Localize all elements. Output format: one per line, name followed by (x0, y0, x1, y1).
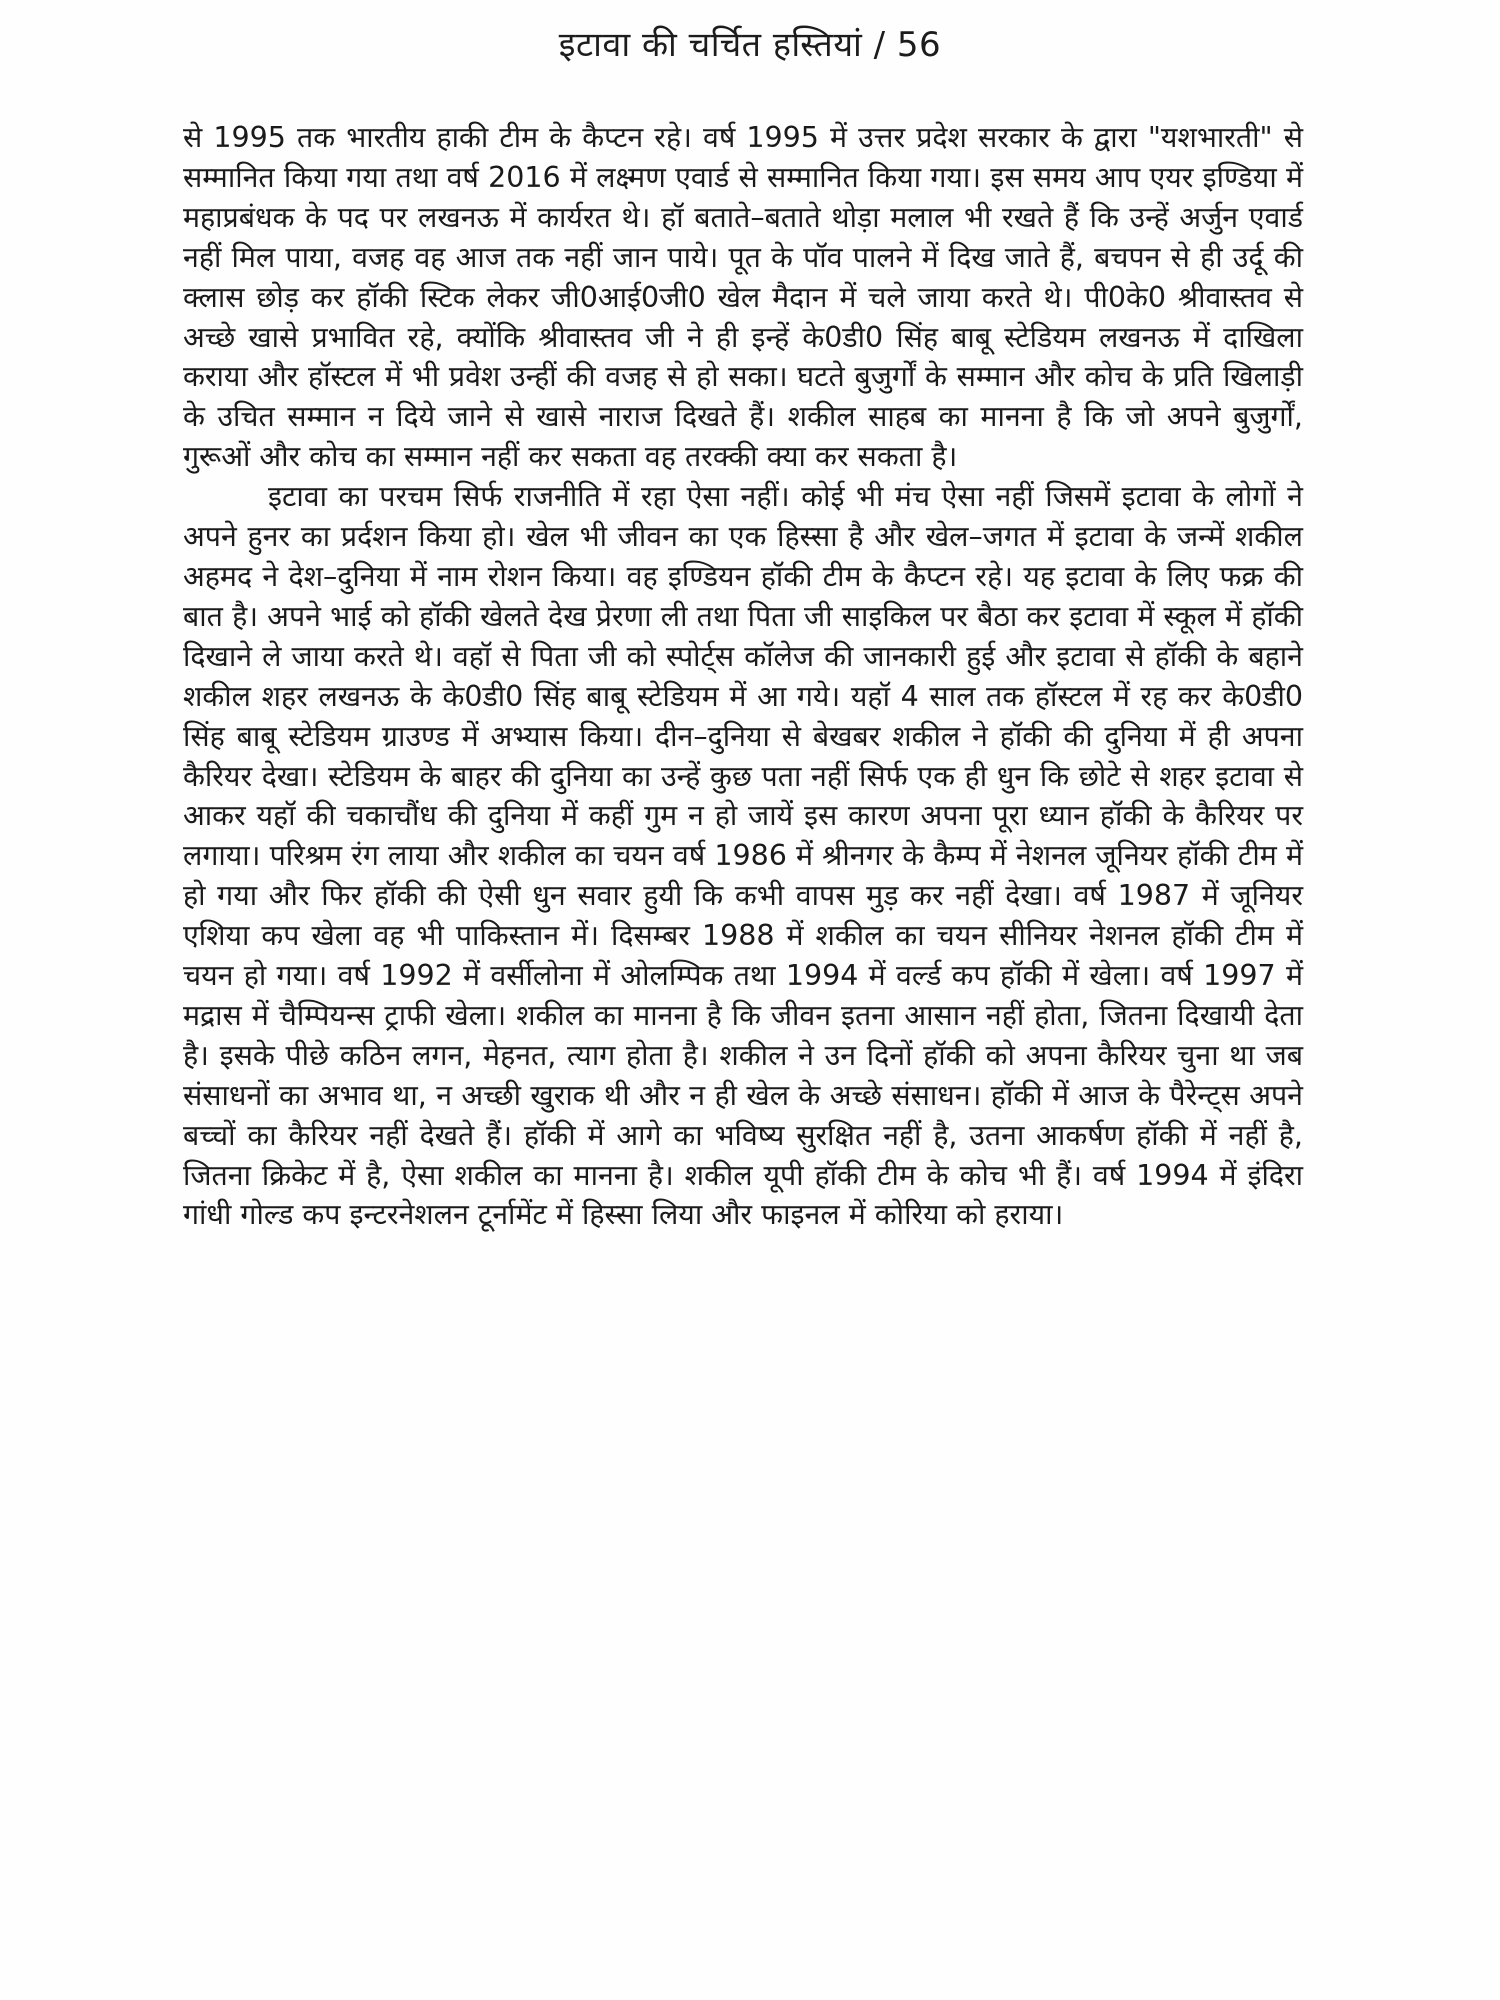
paragraph-etawah-hockey: इटावा का परचम सिर्फ राजनीति में रहा ऐसा नहीं। कोई भी मंच ऐसा नहीं जिसमें इटावा के लोगों ने अपने हुनर का प्रर्दशन किया हो। खेल भी जीवन का एक हिस्सा है और खेल–जगत में इटावा के जन्में शकील अहमद ने देश–दुनिया में नाम रोशन किया। वह इण्डियन हॉकी टीम के कैप्टन रहे। यह इटावा के लिए फक्र की बात है। अपने भाई को हॉकी खेलते देख प्रेरणा ली तथा पिता जी साइकिल पर बैठा कर इटावा में स्कूल में हॉकी दिखाने ले जाया करते थे। वहॉ से पिता जी को स्पोर्ट्स कॉलेज की जानकारी हुई और इटावा से हॉकी के बहाने शकील शहर लखनऊ के के0डी0 सिंह बाबू स्टेडियम में आ गये। यहॉ 4 साल तक हॉस्टल में रह कर के0डी0 सिंह बाबू स्टेडियम ग्राउण्ड में अभ्यास किया। दीन–दुनिया से बेखबर शकील ने हॉकी की दुनिया में ही अपना कैरियर देखा। स्टेडियम के बाहर की दुनिया का उन्हें कुछ पता नहीं सिर्फ एक ही धुन कि छोटे से शहर इटावा से आकर यहॉ की चकाचौंध की दुनिया में कहीं गुम न हो जायें इस कारण अपना पूरा ध्यान हॉकी के कैरियर पर लगाया। परिश्रम रंग लाया और शकील का चयन वर्ष 1986 में श्रीनगर के कैम्प में नेशनल जूनियर हॉकी टीम में हो गया और फिर हॉकी की ऐसी धुन सवार हुयी कि कभी वापस मुड़ कर नहीं देखा। वर्ष 1987 में जूनियर एशिया कप खेला वह भी पाकिस्तान में। दिसम्बर 1988 में शकील का चयन सीनियर नेशनल हॉकी टीम में चयन हो गया। वर्ष 1992 में वर्सीलोना में ओलम्पिक तथा 1994 में वर्ल्ड कप हॉकी में खेला। वर्ष 1997 में मद्रास में चैम्पियन्स ट्राफी खेला। शकील का मानना है कि जीवन इतना आसान नहीं होता, जितना दिखायी देता है। इसके पीछे कठिन लगन, मेहनत, त्याग होता है। शकील ने उन दिनों हॉकी को अपना कैरियर चुना था जब संसाधनों का अभाव था, न अच्छी खुराक थी और न ही खेल के अच्छे संसाधन। हॉकी में आज के पैरेन्ट्स अपने बच्चों का कैरियर नहीं देखते हैं। हॉकी में आगे का भविष्य सुरक्षित नहीं है, उतना आकर्षण हॉकी में नहीं है, जितना क्रिकेट में है, ऐसा शकील का मानना है। शकील यूपी हॉकी टीम के कोच भी हैं। वर्ष 1994 में इंदिरा गांधी गोल्ड कप इन्टरनेशलन टूर्नामेंट में हिस्सा लिया और फाइनल में कोरिया को हराया। (183, 480, 1303, 1232)
page-header: इटावा की चर्चित हस्तियां / 56 (558, 25, 942, 65)
page-body (183, 118, 1303, 1235)
paragraph-continued: से 1995 तक भारतीय हाकी टीम के कैप्टन रहे। वर्ष 1995 में उत्तर प्रदेश सरकार के द्वारा "यशभारती" से सम्मानित किया गया तथा वर्ष 2016 में लक्ष्मण एवार्ड से सम्मानित किया गया। इस समय आप एयर इण्डिया में महाप्रबंधक के पद पर लखनऊ में कार्यरत थे। हॉ बताते–बताते थोड़ा मलाल भी रखते हैं कि उन्हें अर्जुन एवार्ड नहीं मिल पाया, वजह वह आज तक नहीं जान पाये। पूत के पॉव पालने में दिख जाते हैं, बचपन से ही उर्दू की क्लास छोड़ कर हॉकी स्टिक लेकर जी0आई0जी0 खेल मैदान में चले जाया करते थे। पी0के0 श्रीवास्तव से अच्छे खासे प्रभावित रहे, क्योंकि श्रीवास्तव जी ने ही इन्हें के0डी0 सिंह बाबू स्टेडियम लखनऊ में दाखिला कराया और हॉस्टल में भी प्रवेश उन्हीं की वजह से हो सका। घटते बुजुर्गों के सम्मान और कोच के प्रति खिलाड़ी के उचित सम्मान न दिये जाने से खासे नाराज दिखते हैं। शकील साहब का मानना है कि जो अपने बुजुर्गों, गुरूओं और कोच का सम्मान नहीं कर सकता वह तरक्की क्या कर सकता है। (183, 121, 1303, 474)
